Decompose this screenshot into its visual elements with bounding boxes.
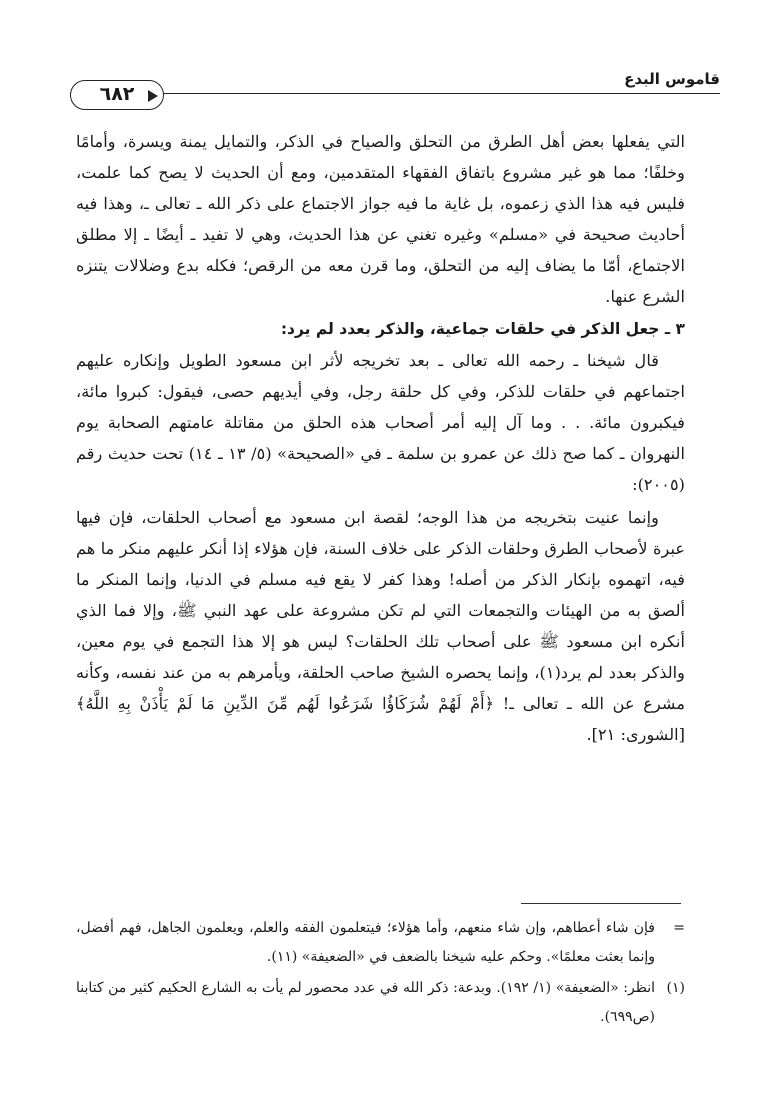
main-text xyxy=(76,126,685,750)
paragraph: قال شيخنا ـ رحمه الله تعالى ـ بعد تخريجه لأثر ابن مسعود الطويل وإنكاره عليهم اجتماعهم في حلقات للذكر، وفي كل حلقة رجل، وفي أيديهم حصى، فيقول: كبروا مائة، فيكبرون مائة. . . وما آل إليه أمر أصحاب هذه الحلق من مقاتلة عامتهم الصحابة يوم النهروان ـ كما صح ذلك عن عمرو بن سلمة ـ في «الصحيحة» (٥/ ١٣ ـ ١٤) تحت حديث رقم (٢٠٠٥): xyxy=(76,351,685,494)
header-rule xyxy=(160,93,720,94)
footnote-text: فإن شاء أعطاهم، وإن شاء منعهم، وأما هؤلاء؛ فيتعلمون الفقه والعلم، ويعلمون الجاهل، فهم أفضل، وإنما بعثت معلمًا». وحكم عليه شيخنا بالضعف في «الضعيفة» (١١). xyxy=(76,920,655,965)
footnote xyxy=(76,974,685,1032)
footnote-mark: (١) xyxy=(666,980,685,996)
footnote-text: انظر: «الضعيفة» (١/ ١٩٢). وبدعة: ذكر الله في عدد محصور لم يأت به الشارع الحكيم كثير من كتابنا (ص٦٩٩). xyxy=(76,980,655,1025)
footnote-mark: = xyxy=(673,920,685,936)
arrow-icon xyxy=(148,90,158,102)
paragraph: وإنما عنيت بتخريجه من هذا الوجه؛ لقصة ابن مسعود مع أصحاب الحلقات، فإن فيها عبرة لأصحاب الطرق وحلقات الذكر على خلاف السنة، فإن هؤلاء إذا أنكر عليهم منكر ما هم فيه، اتهموه بإنكار الذكر من أصله! وهذا كفر لا يقع فيه مسلم في الدنيا، وإنما المنكر ما ألصق به من الهيئات والتجمعات التي لم تكن مشروعة على عهد النبي ﷺ، وإلا فما الذي أنكره ابن مسعود ﷺ على أصحاب تلك الحلقات؟ ليس هو إلا هذا التجمع في يوم معين، والذكر بعدد لم يرد(١)، وإنما يحصره الشيخ صاحب الحلقة، ويأمرهم به من عند نفسه، وكأنه مشرع عن الله ـ تعالى ـ! ﴿أَمْ لَهُمْ شُرَكَاؤُا شَرَعُوا لَهُم مِّنَ الدِّينِ مَا لَمْ يَأْذَنْ بِهِ اللَّهُ﴾ [الشورى: ٢١]. xyxy=(76,508,685,744)
section-heading: ٣ ـ جعل الذكر في حلقات جماعية، والذكر بعدد لم يرد: xyxy=(280,320,685,338)
footnote xyxy=(76,914,685,972)
running-header xyxy=(40,66,720,106)
footnote-divider xyxy=(521,903,681,904)
book-title: قاموس البدع xyxy=(624,70,720,88)
page-number: ٦٨٢ xyxy=(99,83,135,105)
paragraph: التي يفعلها بعض أهل الطرق من التحلق والصياح في الذكر، والتمايل يمنة ويسرة، وأمامًا وخلفًا؛ مما هو غير مشروع باتفاق الفقهاء المتقدمين، ومع أن الحديث لا يصح كما علمت، فليس فيه هذا الذي زعموه، بل غاية ما فيه جواز الاجتماع على ذكر الله ـ تعالى ـ، وهذا فيه أحاديث صحيحة في «مسلم» وغيره تغني عن هذا الحديث، وهي لا تفيد ـ أيضًا ـ إلا مطلق الاجتماع، أمّا ما يضاف إليه من التحلق، وما قرن معه من الرقص؛ فكله بدع وضلالات يتنزه الشرع عنها. xyxy=(76,132,685,306)
footnotes xyxy=(76,914,685,1034)
